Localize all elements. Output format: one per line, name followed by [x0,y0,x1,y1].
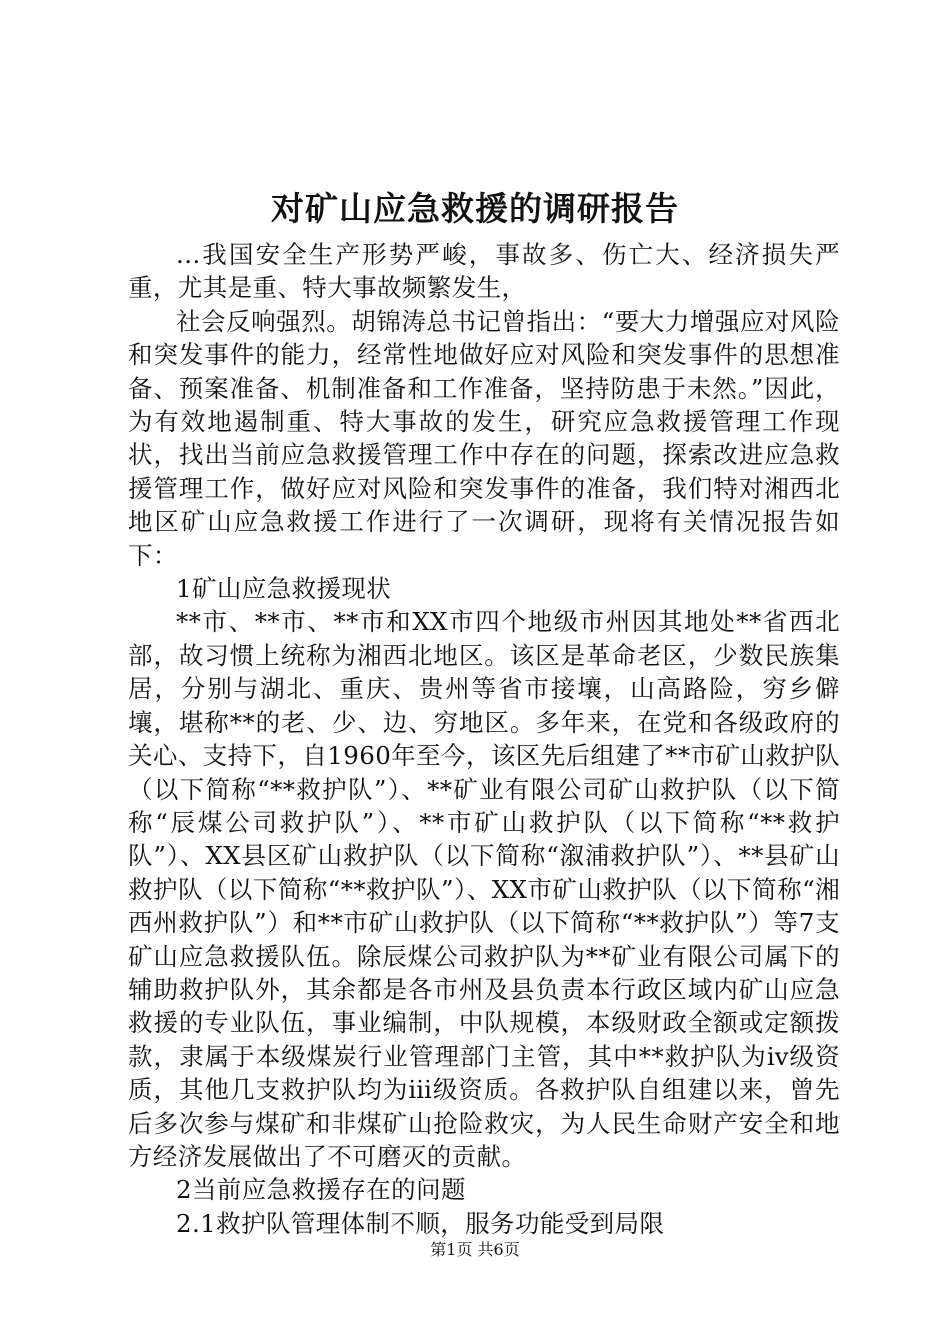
document-body [128,238,840,1240]
section-heading-1: 1矿山应急救援现状 [176,574,392,604]
paragraph-intro: ...我国安全生产形势严峻，事故多、伤亡大、经济损失严重，尤其是重、特大事故频繁发生， [128,240,840,303]
document-title: 对矿山应急救援的调研报告 [271,189,679,228]
page-number-footer: 第1页 共6页 [430,1240,520,1259]
subsection-heading-2-1: 2.1救护队管理体制不顺，服务功能受到局限 [176,1208,665,1238]
paragraph-background: 社会反响强烈。胡锦涛总书记曾指出：“要大力增强应对风险和突发事件的能力，经常性地做好应对风险和突发事件的思想准备、预案准备、机制准备和工作准备，坚持防患于未然。”因此，为有效地遏制重、特大事故的发生，研究应急救援管理工作现状，找出当前应急救援管理工作中存在的问题，探索改进应急救援管理工作，做好应对风险和突发事件的准备，我们特对湘西北地区矿山应急救援工作进行了一次调研，现将有关情况报告如下： [128,306,840,570]
section-heading-2: 2当前应急救援存在的问题 [176,1175,466,1205]
paragraph-status: **市、**市、**市和XX市四个地级市州因其地处**省西北部，故习惯上统称为湘西北地区。该区是革命老区，少数民族集居，分别与湖北、重庆、贵州等省市接壤，山高路险，穷乡僻壤，堪称**的老、少、边、穷地区。多年来，在党和各级政府的关心、支持下，自1960年至今，该区先后组建了**市矿山救护队（以下简称“**救护队”）、**矿业有限公司矿山救护队（以下简称“辰煤公司救护队”）、**市矿山救护队（以下简称“**救护队”）、XX县区矿山救护队（以下简称“溆浦救护队”）、**县矿山救护队（以下简称“**救护队”）、XX市矿山救护队（以下简称“湘西州救护队”）和**市矿山救护队（以下简称“**救护队”）等7支矿山应急救援队伍。除辰煤公司救护队为**矿业有限公司属下的辅助救护队外，其余都是各市州及县负责本行政区域内矿山应急救援的专业队伍，事业编制，中队规模，本级财政全额或定额拨款，隶属于本级煤炭行业管理部门主管，其中**救护队为ⅳ级资质，其他几支救护队均为ⅲ级资质。各救护队自组建以来，曾先后多次参与煤矿和非煤矿山抢险救灾，为人民生命财产安全和地方经济发展做出了不可磨灭的贡献。 [128,607,840,1171]
